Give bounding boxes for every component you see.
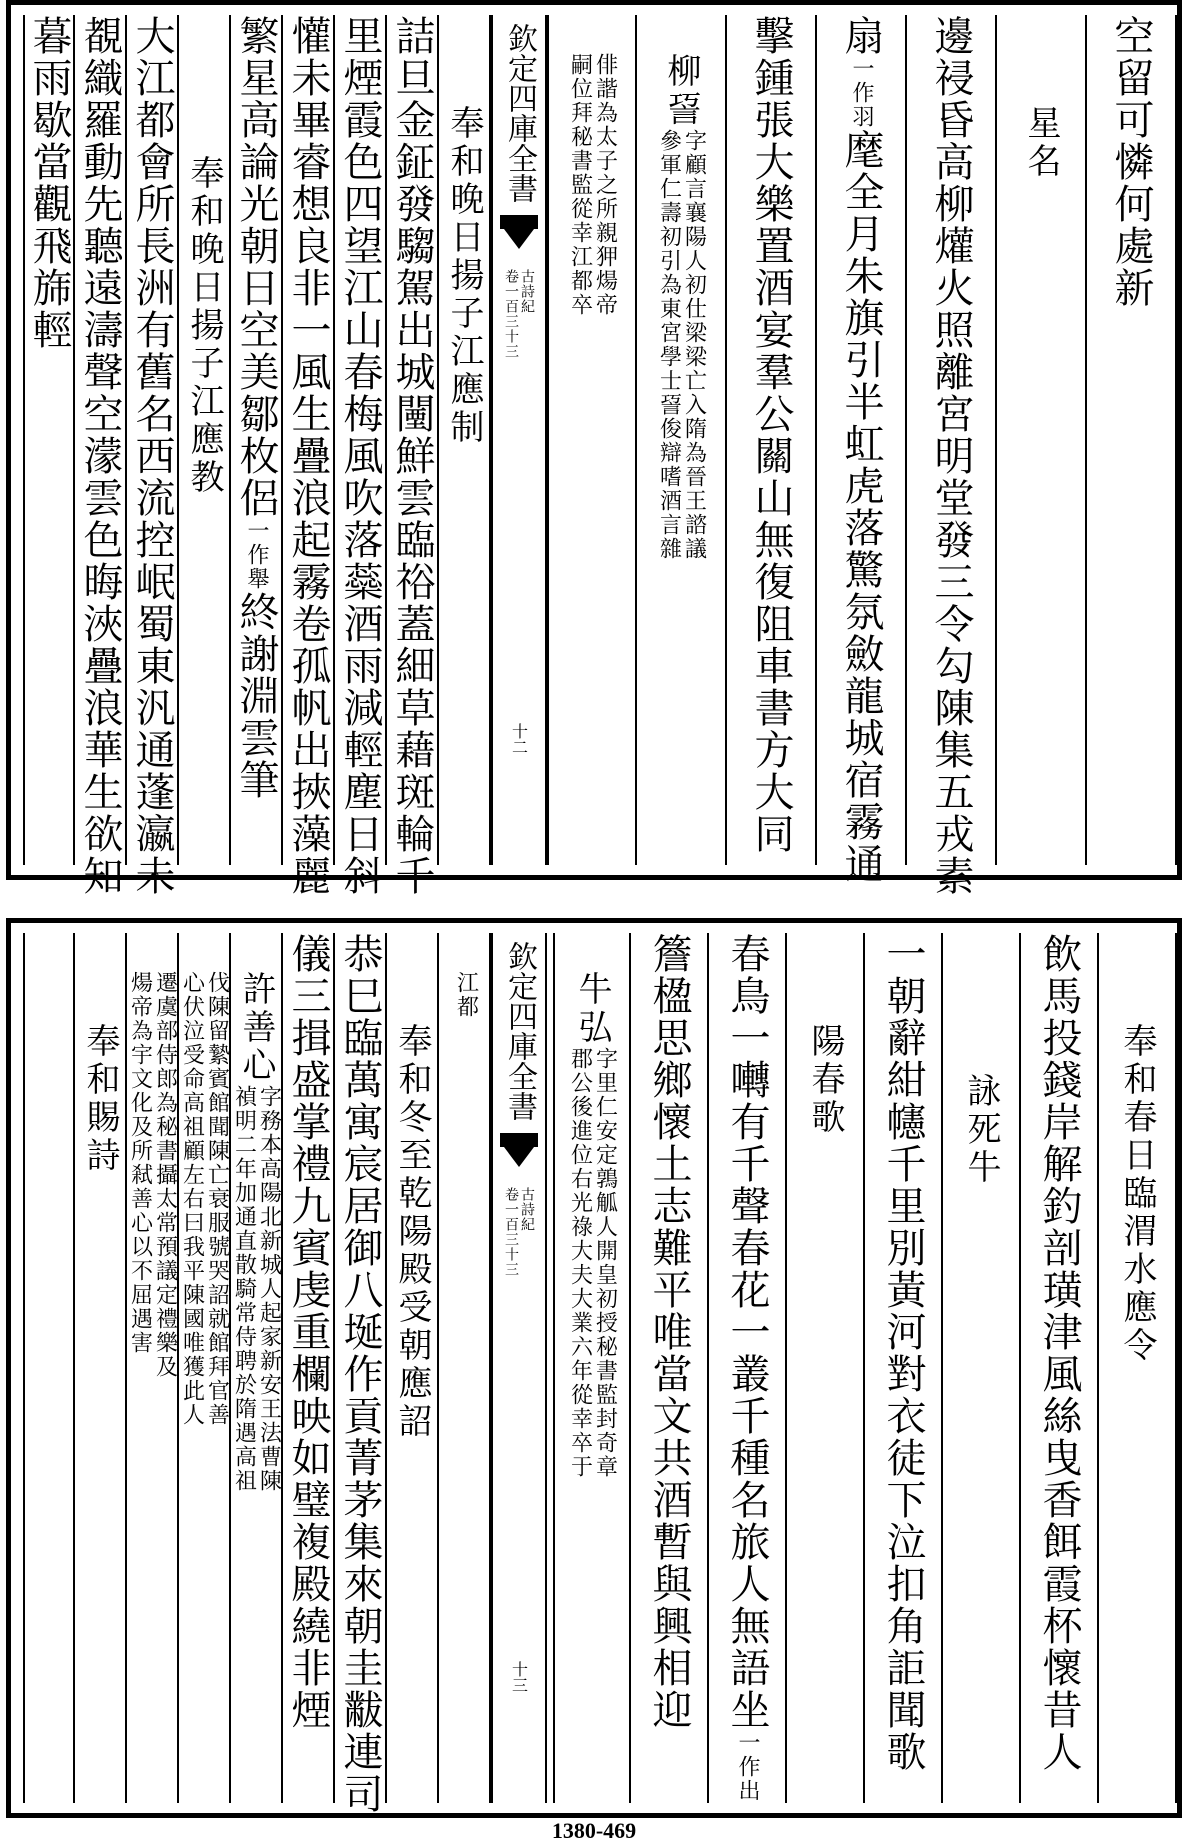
annotation-note xyxy=(569,53,616,317)
fold-strip-top xyxy=(491,15,547,865)
poem-title: 奉和晚日揚子江應制 xyxy=(444,105,484,447)
text-column xyxy=(335,933,387,1815)
book-title: 欽定四庫全書 xyxy=(502,23,537,203)
text-column xyxy=(23,15,75,865)
poem-line: 麾全月朱旗引半虹虎落驚氛斂龍城宿霧通 xyxy=(838,129,884,885)
poem-title: 奉和春日臨渭水應令 xyxy=(1117,1023,1157,1365)
page-panel-bottom xyxy=(6,918,1182,1818)
text-column xyxy=(127,15,179,897)
text-column xyxy=(943,933,1021,1803)
text-column xyxy=(637,15,727,865)
poem-line: 空留可憐何處新 xyxy=(1108,15,1154,309)
book-title: 欽定四庫全書 xyxy=(502,941,537,1121)
annotation-line: 江都 xyxy=(453,971,479,1019)
text-column xyxy=(283,933,335,1803)
text-column xyxy=(865,933,943,1803)
annotation-line: 一作羽 xyxy=(849,57,874,129)
annotation-line: 參軍仁壽初引為東宮學士䛒俊辯嗜酒言雜 xyxy=(656,129,682,561)
text-column xyxy=(179,15,231,865)
annotation-note xyxy=(452,971,477,1019)
fold-page-number: 十二 xyxy=(509,723,529,755)
poem-title: 奉和晚日揚子江應教 xyxy=(184,155,224,497)
poem-title: 詠死牛 xyxy=(961,1073,1001,1187)
annotation-note xyxy=(850,57,872,129)
annotation-line: 一作舉 xyxy=(244,519,269,591)
poem-line: 詰旦金鉦發騶駕出城闉鮮雲臨𥙿蓋細草藉斑輪千 xyxy=(389,15,435,897)
text-column xyxy=(335,15,387,897)
annotation-line: 一作出 xyxy=(735,1731,760,1803)
text-column xyxy=(547,15,637,865)
poem-line: 飲馬投錢岸解釣剖璜津風絲曳香餌霞杯懷昔人 xyxy=(1036,933,1082,1773)
poem-title: 奉和賜詩 xyxy=(80,1023,120,1175)
annotation-line: 遷虞部侍郎為秘書攝太常預議定禮樂及 xyxy=(152,971,178,1379)
poem-title: 牛弘 xyxy=(572,971,612,1047)
poem-line: 一朝辭紺幰千里別黃河對衣徒下泣扣角詎聞歌 xyxy=(880,933,926,1773)
poem-title: 柳䛒 xyxy=(661,53,701,129)
text-column xyxy=(283,15,335,897)
annotation-note xyxy=(233,1085,280,1493)
text-column xyxy=(1099,933,1177,1803)
annotation-note xyxy=(569,1047,616,1479)
poem-line: 終謝淵雲筆 xyxy=(233,591,279,801)
text-column xyxy=(387,933,439,1803)
annotation-line: 煬帝為宇文化及所弒善心以不屈遇害 xyxy=(127,971,153,1355)
fold-book-name: 古詩紀 xyxy=(519,1187,535,1232)
annotation-line: 郡公後進位右光祿大夫大業六年從幸卒于 xyxy=(567,1047,593,1479)
text-column xyxy=(23,933,75,1803)
poem-line: 簷楹思鄉懷土志難平唯當文共酒暫與興相迎 xyxy=(646,933,692,1731)
annotation-line: 字務本高陽北新城人起家新安王法曹陳 xyxy=(256,1085,282,1493)
fold-volume: 卷一百三十三 xyxy=(503,269,519,359)
annotation-line: 字里仁安定鶉觚人開皇初授秘書監封奇章 xyxy=(592,1047,618,1479)
poem-title: 陽春歌 xyxy=(805,1023,845,1137)
annotation-line: 禎明二年加通直散騎常侍聘於隋遇高祖 xyxy=(231,1085,257,1493)
text-column xyxy=(727,15,817,865)
text-column xyxy=(709,933,787,1803)
fishtail-mark-icon xyxy=(500,1133,538,1173)
annotation-line: 伐陳留縶賓館聞陳亡衰服號哭詔就館拜官善 xyxy=(204,971,230,1427)
text-column xyxy=(1021,933,1099,1803)
fold-book-name: 古詩紀 xyxy=(519,269,535,314)
poem-line: 覩織羅動先聽遠濤聲空濛雲色晦浹疊浪華生欲知 xyxy=(77,15,123,897)
text-column xyxy=(439,15,491,865)
poem-line: 邊祲昏高柳爟火照離宮明堂發三令勾陳集五戎素 xyxy=(928,15,974,897)
text-column xyxy=(75,15,127,897)
page-panel-top xyxy=(6,0,1182,897)
text-column xyxy=(787,933,865,1803)
poem-line: 春鳥一囀有千聲春花一叢千種名旅人無語坐 xyxy=(724,933,770,1731)
poem-line: 儀三揖盛掌禮九賓虔重欄映如璧複殿繞非煙 xyxy=(285,933,331,1731)
page-footer-number: 1380-469 xyxy=(551,1818,637,1843)
annotation-note xyxy=(658,129,705,561)
annotation-note xyxy=(736,1731,758,1803)
text-column xyxy=(997,15,1087,865)
text-column xyxy=(1087,15,1177,865)
annotation-note xyxy=(245,519,267,591)
poem-line: 大江都會所長洲有舊名西流控岷蜀東汎通蓬瀛未 xyxy=(129,15,175,897)
fold-page-info xyxy=(504,269,534,359)
text-column xyxy=(817,15,907,885)
poem-line: 扇 xyxy=(838,15,884,57)
annotation-line: 字顧言襄陽人初仕梁梁亡入隋為晉王諮議 xyxy=(681,129,707,561)
poem-title: 許善心 xyxy=(236,971,276,1085)
fold-volume: 卷一百三十三 xyxy=(503,1187,519,1277)
text-column xyxy=(631,933,709,1803)
text-column xyxy=(907,15,997,897)
annotation-line: 俳諧為太子之所親狎煬帝 xyxy=(592,53,618,317)
poem-title: 奉和冬至乾陽殿受朝應詔 xyxy=(392,1023,432,1441)
poem-line: 暮雨歇當觀飛旆輕 xyxy=(26,15,72,351)
text-column xyxy=(127,933,179,1803)
poem-line: 恭巳臨萬寓宸居御八埏作貢菁茅集來朝圭黻連司 xyxy=(337,933,383,1815)
text-column xyxy=(179,933,231,1803)
annotation-line: 嗣位拜秘書監從幸江都卒 xyxy=(567,53,593,317)
fold-strip-bottom xyxy=(491,933,547,1803)
poem-line: 繁星高論光朝日空美鄒枚侶 xyxy=(233,15,279,519)
poem-line: 擊鍾張大樂置酒宴羣公關山無復阻車書方大同 xyxy=(748,15,794,855)
poem-title: 星名 xyxy=(1021,105,1061,181)
poem-line: 懽未畢睿想良非一風生疊浪起霧卷孤帆出挾藻麗 xyxy=(285,15,331,897)
annotation-note xyxy=(129,971,176,1379)
text-column xyxy=(231,933,283,1803)
fold-page-info xyxy=(504,1187,534,1277)
text-column xyxy=(439,933,491,1803)
text-column xyxy=(387,15,439,897)
text-column xyxy=(553,933,631,1803)
text-column xyxy=(75,933,127,1803)
annotation-line: 心伏泣受命高祖顧左右曰我平陳國唯獲此人 xyxy=(179,971,205,1427)
text-column xyxy=(231,15,283,865)
fishtail-mark-icon xyxy=(500,215,538,255)
poem-line: 里煙霞色四望江山春梅風吹落蘂酒雨減輕塵日斜 xyxy=(337,15,383,897)
fold-page-number: 十三 xyxy=(509,1661,529,1693)
annotation-note xyxy=(181,971,228,1427)
